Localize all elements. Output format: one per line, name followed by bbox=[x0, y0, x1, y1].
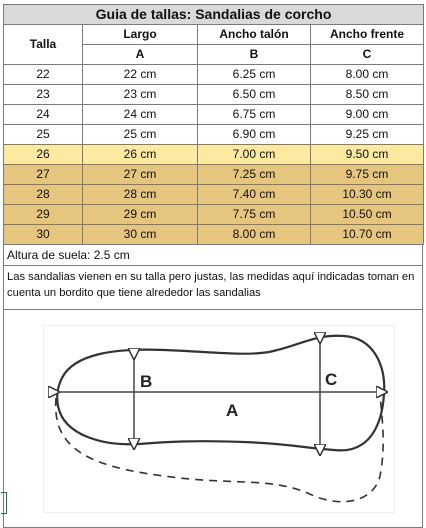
cell-talla: 29 bbox=[4, 205, 83, 225]
cell-ancho-frente: 9.75 cm bbox=[311, 165, 424, 185]
cell-ancho-talon: 6.25 cm bbox=[198, 65, 311, 85]
cell-ancho-frente: 10.70 cm bbox=[311, 225, 424, 245]
sandal-outline bbox=[57, 336, 384, 451]
header-ancho-frente: Ancho frente bbox=[311, 25, 424, 45]
cell-largo: 23 cm bbox=[83, 85, 198, 105]
cell-ancho-frente: 9.50 cm bbox=[311, 145, 424, 165]
fit-note: Las sandalias vienen en su talla pero justas, las medidas aquí indicadas toman en cuenta un bordito que tiene alrededor las sandalias bbox=[4, 266, 422, 310]
cell-ancho-talon: 7.40 cm bbox=[198, 185, 311, 205]
header-letter-c: C bbox=[311, 45, 424, 65]
cell-ancho-frente: 8.50 cm bbox=[311, 85, 424, 105]
cell-talla: 26 bbox=[4, 145, 83, 165]
cell-largo: 24 cm bbox=[83, 105, 198, 125]
cell-ancho-frente: 10.30 cm bbox=[311, 185, 424, 205]
cell-talla: 27 bbox=[4, 165, 83, 185]
table-row bbox=[4, 65, 424, 85]
cell-largo: 27 cm bbox=[83, 165, 198, 185]
table-row bbox=[4, 145, 424, 165]
table-row bbox=[4, 85, 424, 105]
cell-talla: 28 bbox=[4, 185, 83, 205]
cell-ancho-frente: 8.00 cm bbox=[311, 65, 424, 85]
cell-talla: 22 bbox=[4, 65, 83, 85]
table-row bbox=[4, 105, 424, 125]
cell-ancho-frente: 9.25 cm bbox=[311, 125, 424, 145]
size-guide-sheet bbox=[3, 4, 423, 524]
cell-ancho-talon: 6.75 cm bbox=[198, 105, 311, 125]
table-row bbox=[4, 185, 424, 205]
cell-largo: 22 cm bbox=[83, 65, 198, 85]
table-row bbox=[4, 225, 424, 245]
cell-ancho-talon: 8.00 cm bbox=[198, 225, 311, 245]
cell-ancho-frente: 9.00 cm bbox=[311, 105, 424, 125]
cell-talla: 25 bbox=[4, 125, 83, 145]
table-row bbox=[4, 165, 424, 185]
label-a: A bbox=[226, 401, 239, 420]
cell-largo: 25 cm bbox=[83, 125, 198, 145]
sandal-diagram bbox=[44, 326, 394, 512]
label-b: B bbox=[140, 372, 153, 391]
cell-largo: 28 cm bbox=[83, 185, 198, 205]
cell-talla: 24 bbox=[4, 105, 83, 125]
header-largo: Largo bbox=[83, 25, 198, 45]
cell-ancho-talon: 7.00 cm bbox=[198, 145, 311, 165]
cell-largo: 29 cm bbox=[83, 205, 198, 225]
info-box bbox=[3, 245, 423, 528]
label-c: C bbox=[325, 370, 338, 389]
size-table bbox=[3, 4, 424, 245]
cell-talla: 30 bbox=[4, 225, 83, 245]
cell-ancho-talon: 7.75 cm bbox=[198, 205, 311, 225]
table-row bbox=[4, 125, 424, 145]
table-title: Guia de tallas: Sandalias de corcho bbox=[4, 5, 424, 25]
sole-height: Altura de suela: 2.5 cm bbox=[4, 245, 422, 266]
cell-largo: 26 cm bbox=[83, 145, 198, 165]
sandal-outline-svg bbox=[44, 326, 394, 512]
selected-cell-marker bbox=[1, 492, 7, 514]
sole-dashed-outline bbox=[56, 396, 384, 502]
table-row bbox=[4, 205, 424, 225]
header-ancho-talon: Ancho talón bbox=[198, 25, 311, 45]
size-rows bbox=[4, 65, 424, 245]
header-letter-a: A bbox=[83, 45, 198, 65]
cell-ancho-frente: 10.50 cm bbox=[311, 205, 424, 225]
cell-largo: 30 cm bbox=[83, 225, 198, 245]
header-letter-b: B bbox=[198, 45, 311, 65]
cell-talla: 23 bbox=[4, 85, 83, 105]
cell-ancho-talon: 6.90 cm bbox=[198, 125, 311, 145]
cell-ancho-talon: 7.25 cm bbox=[198, 165, 311, 185]
diagram-area bbox=[4, 310, 422, 527]
header-talla: Talla bbox=[4, 25, 83, 65]
cell-ancho-talon: 6.50 cm bbox=[198, 85, 311, 105]
